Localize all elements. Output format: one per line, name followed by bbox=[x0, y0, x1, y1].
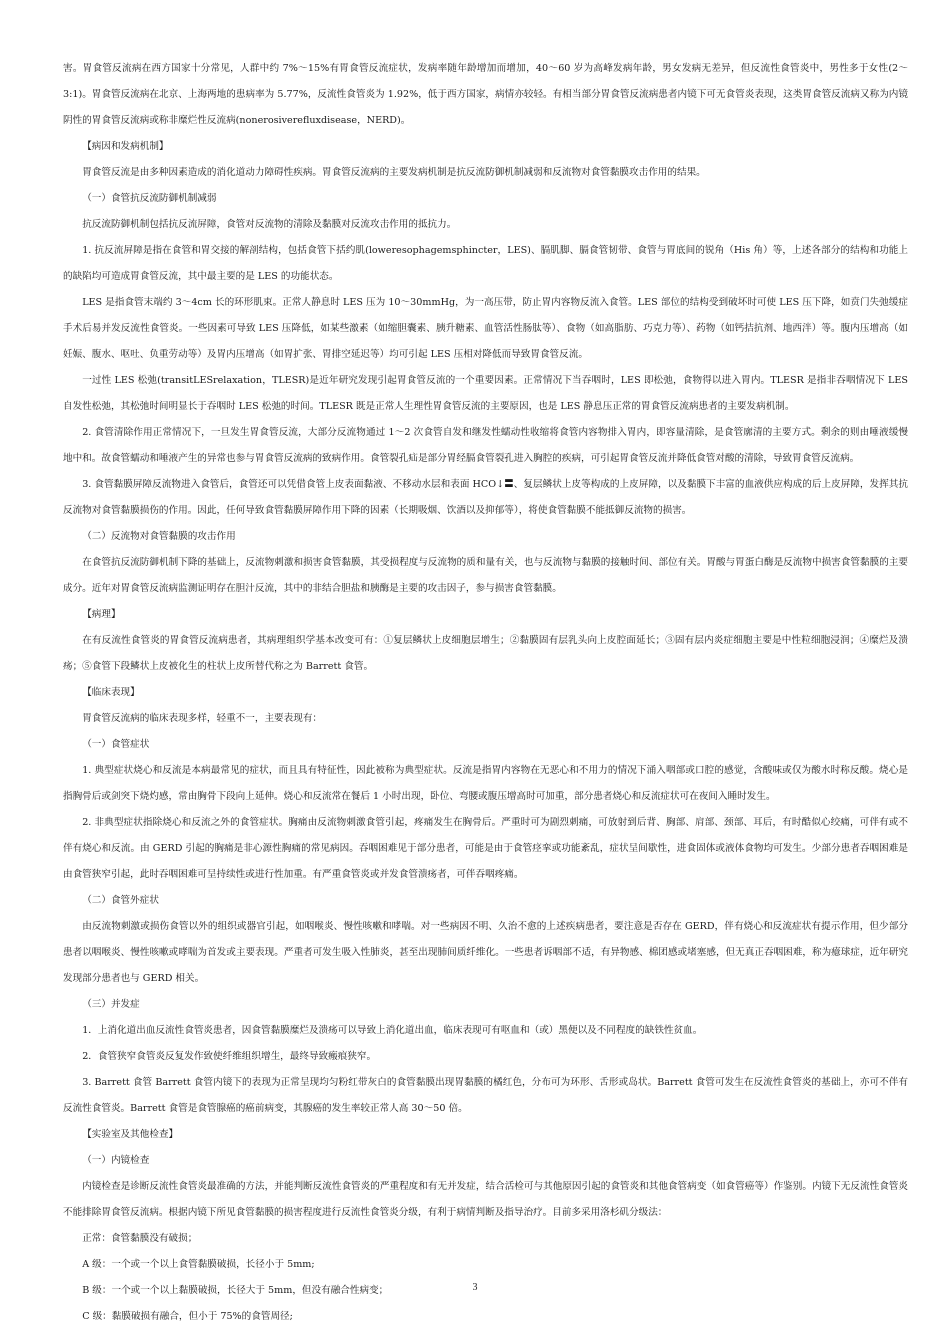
paragraph: 1. 典型症状烧心和反流是本病最常见的症状，而且具有特征性，因此被称为典型症状。反流是指胃内容物在无恶心和不用力的情况下涌入咽部或口腔的感觉，含酸味或仅为酸水时称反酸。烧心是指胸骨后或剑突下烧灼感，常由胸骨下段向上延伸。烧心和反流常在餐后 1 小时出现，卧位、弯腰或腹压增高时可加重，部分患者烧心和反流症状可在夜间入睡时发生。 bbox=[63, 765, 908, 802]
paragraph: 在有反流性食管炎的胃食管反流病患者，其病理组织学基本改变可有：①复层鳞状上皮细胞层增生；②黏膜固有层乳头向上皮腔面延长；③固有层内炎症细胞主要是中性粒细胞浸润；④糜烂及溃疡；⑤食管下段鳞状上皮被化生的柱状上皮所替代称之为 Barrett 食管。 bbox=[63, 635, 908, 672]
paragraph: B 级：一个或一个以上黏膜破损，长径大于 5mm，但没有融合性病变； bbox=[82, 1285, 389, 1296]
paragraph: 内镜检查是诊断反流性食管炎最准确的方法，并能判断反流性食管炎的严重程度和有无并发症，结合活检可与其他原因引起的食管炎和其他食管病变（如食管癌等）作鉴别。内镜下无反流性食管炎不能排除胃食管反流病。根据内镜下所见食管黏膜的损害程度进行反流性食管炎分级，有利于病情判断及指导治疗。目前多采用洛杉矶分级法： bbox=[63, 1181, 908, 1218]
paragraph: （一）食管抗反流防御机制减弱 bbox=[82, 193, 217, 204]
paragraph: （三）并发症 bbox=[82, 999, 140, 1010]
page-number: 3 bbox=[472, 1282, 478, 1293]
paragraph: C 级：黏膜破损有融合，但小于 75%的食管周径; bbox=[82, 1311, 293, 1322]
paragraph: 1．上消化道出血反流性食管炎患者，因食管黏膜糜烂及溃疡可以导致上消化道出血，临床表现可有呕血和（或）黑便以及不同程度的缺铁性贫血。 bbox=[82, 1025, 703, 1036]
paragraph: 【临床表现】 bbox=[82, 687, 140, 698]
paragraph: 【病因和发病机制】 bbox=[82, 141, 169, 152]
paragraph: 在食管抗反流防御机制下降的基础上，反流物刺激和损害食管黏膜，其受损程度与反流物的质和量有关，也与反流物与黏膜的接触时间、部位有关。胃酸与胃蛋白酶是反流物中损害食管黏膜的主要成分。近年对胃食管反流病监测证明存在胆汁反流，其中的非结合胆盐和胰酶是主要的攻击因子，参与损害食管黏膜。 bbox=[63, 557, 908, 594]
paragraph: 1. 抗反流屏障是指在食管和胃交接的解剖结构，包括食管下括约肌(loweresophagemsphincter，LES)、膈肌脚、膈食管韧带、食管与胃底间的锐角（His 角）等，上述各部分的结构和功能上的缺陷均可造成胃食管反流，其中最主要的是 LES 的功能状态。 bbox=[63, 245, 908, 282]
paragraph: 胃食管反流是由多种因素造成的消化道动力障碍性疾病。胃食管反流病的主要发病机制是抗反流防御机制减弱和反流物对食管黏膜攻击作用的结果。 bbox=[82, 167, 706, 178]
paragraph: LES 是指食管末端约 3～4cm 长的环形肌束。正常人静息时 LES 压为 10～30mmHg，为一高压带，防止胃内容物反流入食管。LES 部位的结构受到破坏时可使 LES 压下降，如贲门失弛缓症手术后易并发反流性食管炎。一些因素可导致 LES 压降低，如某些激素（如缩胆囊素、胰升糖素、血管活性肠肽等）、食物（如高脂肪、巧克力等）、药物（如钙拮抗剂、地西泮）等。腹内压增高（如妊娠、腹水、呕吐、负重劳动等）及胃内压增高（如胃扩张、胃排空延迟等）均可引起 LES 压相对降低而导致胃食管反流。 bbox=[63, 297, 908, 360]
paragraph: 2. 食管清除作用正常情况下，一旦发生胃食管反流，大部分反流物通过 1～2 次食管自发和继发性蠕动性收缩将食管内容物排入胃内，即容量清除，是食管廓清的主要方式。剩余的则由唾液缓慢地中和。故食管蠕动和唾液产生的异常也参与胃食管反流病的致病作用。食管裂孔疝是部分胃经膈食管裂孔进入胸腔的疾病，可引起胃食管反流并降低食管对酸的清除，导致胃食管反流病。 bbox=[63, 427, 908, 464]
paragraph: （一）食管症状 bbox=[82, 739, 150, 750]
paragraph: 3. Barrett 食管 Barrett 食管内镜下的表现为正常呈现均匀粉红带灰白的食管黏膜出现胃黏膜的橘红色，分布可为环形、舌形或岛状。Barrett 食管可发生在反流性食管炎的基础上，亦可不伴有反流性食管炎。Barrett 食管是食管腺癌的癌前病变，其腺癌的发生率较正常人高 30～50 倍。 bbox=[63, 1077, 908, 1114]
paragraph: 2. 非典型症状指除烧心和反流之外的食管症状。胸痛由反流物刺激食管引起，疼痛发生在胸骨后。严重时可为剧烈刺痛，可放射到后背、胸部、肩部、颈部、耳后，有时酷似心绞痛，可伴有或不伴有烧心和反流。由 GERD 引起的胸痛是非心源性胸痛的常见病因。吞咽困难见于部分患者，可能是由于食管痉挛或功能紊乱，症状呈间歇性，进食固体或液体食物均可发生。少部分患者吞咽困难是由食管狭窄引起，此时吞咽困难可呈持续性或进行性加重。有严重食管炎或并发食管溃疡者，可伴吞咽疼痛。 bbox=[63, 817, 908, 880]
paragraph: A 级：一个或一个以上食管黏膜破损，长径小于 5mm; bbox=[82, 1259, 315, 1270]
paragraph: 一过性 LES 松弛(transitLESrelaxation，TLESR)是近年研究发现引起胃食管反流的一个重要因素。正常情况下当吞咽时，LES 即松弛，食物得以进入胃内。TLESR 是指非吞咽情况下 LES 自发性松弛，其松弛时间明显长于吞咽时 LES 松弛的时间。TLESR 既是正常人生理性胃食管反流的主要原因，也是 LES 静息压正常的胃食管反流病患者的主要发病机制。 bbox=[63, 375, 908, 412]
paragraph: （二）食管外症状 bbox=[82, 895, 159, 906]
paragraph: 【实验室及其他检查】 bbox=[82, 1129, 179, 1140]
paragraph: （二）反流物对食管黏膜的攻击作用 bbox=[82, 531, 236, 542]
paragraph: 2．食管狭窄食管炎反复发作致使纤维组织增生，最终导致瘢痕狭窄。 bbox=[82, 1051, 377, 1062]
paragraph: 正常：食管黏膜没有破损； bbox=[82, 1233, 198, 1244]
paragraph: 胃食管反流病的临床表现多样，轻重不一，主要表现有： bbox=[82, 713, 323, 724]
document-body bbox=[63, 56, 908, 1330]
paragraph: 抗反流防御机制包括抗反流屏障，食管对反流物的清除及黏膜对反流攻击作用的抵抗力。 bbox=[82, 219, 457, 230]
paragraph: （一）内镜检查 bbox=[82, 1155, 150, 1166]
paragraph: 由反流物刺激或损伤食管以外的组织或器官引起，如咽喉炎、慢性咳嗽和哮喘。对一些病因不明、久治不愈的上述疾病患者，要注意是否存在 GERD，伴有烧心和反流症状有提示作用，但少部分患者以咽喉炎、慢性咳嗽或哮喘为首发或主要表现。严重者可发生吸入性肺炎，甚至出现肺间质纤维化。一些患者诉咽部不适，有异物感、棉团感或堵塞感，但无真正吞咽困难，称为癔球症，近年研究发现部分患者也与 GERD 相关。 bbox=[63, 921, 908, 984]
paragraph: 【病理】 bbox=[82, 609, 121, 620]
paragraph: 害。胃食管反流病在西方国家十分常见，人群中约 7%～15%有胃食管反流症状，发病率随年龄增加而增加，40～60 岁为高峰发病年龄，男女发病无差异，但反流性食管炎中，男性多于女性(2～3:1)。胃食管反流病在北京、上海两地的患病率为 5.77%，反流性食管炎为 1.92%，低于西方国家，病情亦较轻。有相当部分胃食管反流病患者内镜下可无食管炎表现，这类胃食管反流病又称为内镜阴性的胃食管反流病或称非糜烂性反流病(nonerosiverefluxdisease，NERD)。 bbox=[63, 63, 908, 126]
paragraph: 3. 食管黏膜屏障反流物进入食管后，食管还可以凭借食管上皮表面黏液、不移动水层和表面 HCO↓〓、复层鳞状上皮等构成的上皮屏障，以及黏膜下丰富的血液供应构成的后上皮屏障，发挥其抗反流物对食管黏膜损伤的作用。因此，任何导致食管黏膜屏障作用下降的因素（长期吸烟、饮酒以及抑郁等），将使食管黏膜不能抵御反流物的损害。 bbox=[63, 479, 908, 516]
